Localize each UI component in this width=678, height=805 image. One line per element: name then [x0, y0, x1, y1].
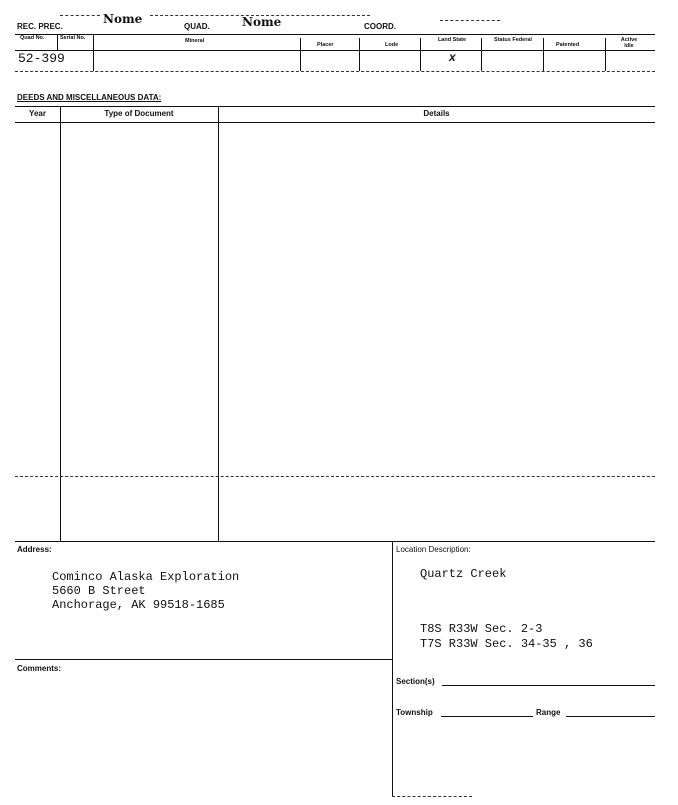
- bottom-dash: [392, 796, 472, 797]
- deeds-col-details: Details: [423, 109, 450, 118]
- col-lode: Lode: [385, 42, 399, 48]
- divider-mineral: [300, 38, 301, 71]
- address-line-2: 5660 B Street: [52, 584, 146, 598]
- address-line-3: Anchorage, AK 99518-1685: [52, 598, 225, 612]
- header-rule: [15, 34, 655, 35]
- col-patented: Patented: [556, 42, 580, 48]
- divider-status-federal: [543, 38, 544, 71]
- range-field[interactable]: [566, 716, 655, 717]
- address-line-1: Cominco Alaska Exploration: [52, 570, 240, 584]
- location-name: Quartz Creek: [420, 567, 507, 581]
- col-active-idle: Active Idle: [620, 37, 638, 49]
- divider-quad: [57, 35, 58, 50]
- col-land-state: Land State: [437, 37, 467, 43]
- deeds-top-rule: [15, 106, 655, 107]
- rec-prec-label: REC. PREC.: [17, 22, 63, 31]
- address-top-rule: [15, 541, 655, 542]
- deeds-col-year: Year: [29, 109, 46, 118]
- divider-serial: [93, 35, 94, 71]
- township-field[interactable]: [441, 716, 533, 717]
- address-label: Address:: [17, 545, 52, 554]
- top-rule-2: [150, 15, 370, 16]
- col-serial-no: Serial No.: [60, 35, 86, 41]
- deeds-section-title: DEEDS AND MISCELLANEOUS DATA:: [17, 93, 162, 102]
- deeds-col-type: Type of Document: [104, 109, 174, 118]
- col-placer: Placer: [317, 42, 334, 48]
- range-label: Range: [536, 708, 561, 717]
- divider-placer: [359, 38, 360, 71]
- comments-top-rule: [15, 659, 392, 660]
- quad-value: Nome: [242, 15, 282, 29]
- quad-label: QUAD.: [184, 22, 210, 31]
- top-rule-1: [60, 15, 100, 16]
- divider-lode: [420, 38, 421, 71]
- col-status-federal: Status Federal: [494, 37, 532, 43]
- location-line-2: T7S R33W Sec. 34-35 , 36: [420, 637, 593, 651]
- sections-field[interactable]: [442, 685, 655, 686]
- quad-no-value: 52-399: [18, 51, 65, 66]
- coord-label: COORD.: [364, 22, 396, 31]
- deeds-dashed-rule: [15, 476, 655, 477]
- top-rule-3: [440, 20, 500, 21]
- divider-land-state: [481, 38, 482, 71]
- col-mineral: Mineral: [185, 38, 205, 44]
- col-quad-no: Quad No.: [20, 35, 45, 41]
- divider-patented: [605, 38, 606, 71]
- address-location-divider: [392, 541, 393, 796]
- row-bottom-rule: [15, 71, 655, 72]
- column-header-rule: [15, 50, 655, 51]
- location-line-1: T8S R33W Sec. 2-3: [420, 622, 543, 636]
- township-label: Township: [396, 708, 433, 717]
- location-label: Location Description:: [396, 545, 471, 554]
- land-state-checkmark: x: [449, 50, 456, 64]
- comments-label: Comments:: [17, 664, 62, 673]
- rec-prec-value: Nome: [103, 12, 143, 26]
- sections-label: Section(s): [396, 677, 435, 686]
- deeds-header-rule: [15, 122, 655, 123]
